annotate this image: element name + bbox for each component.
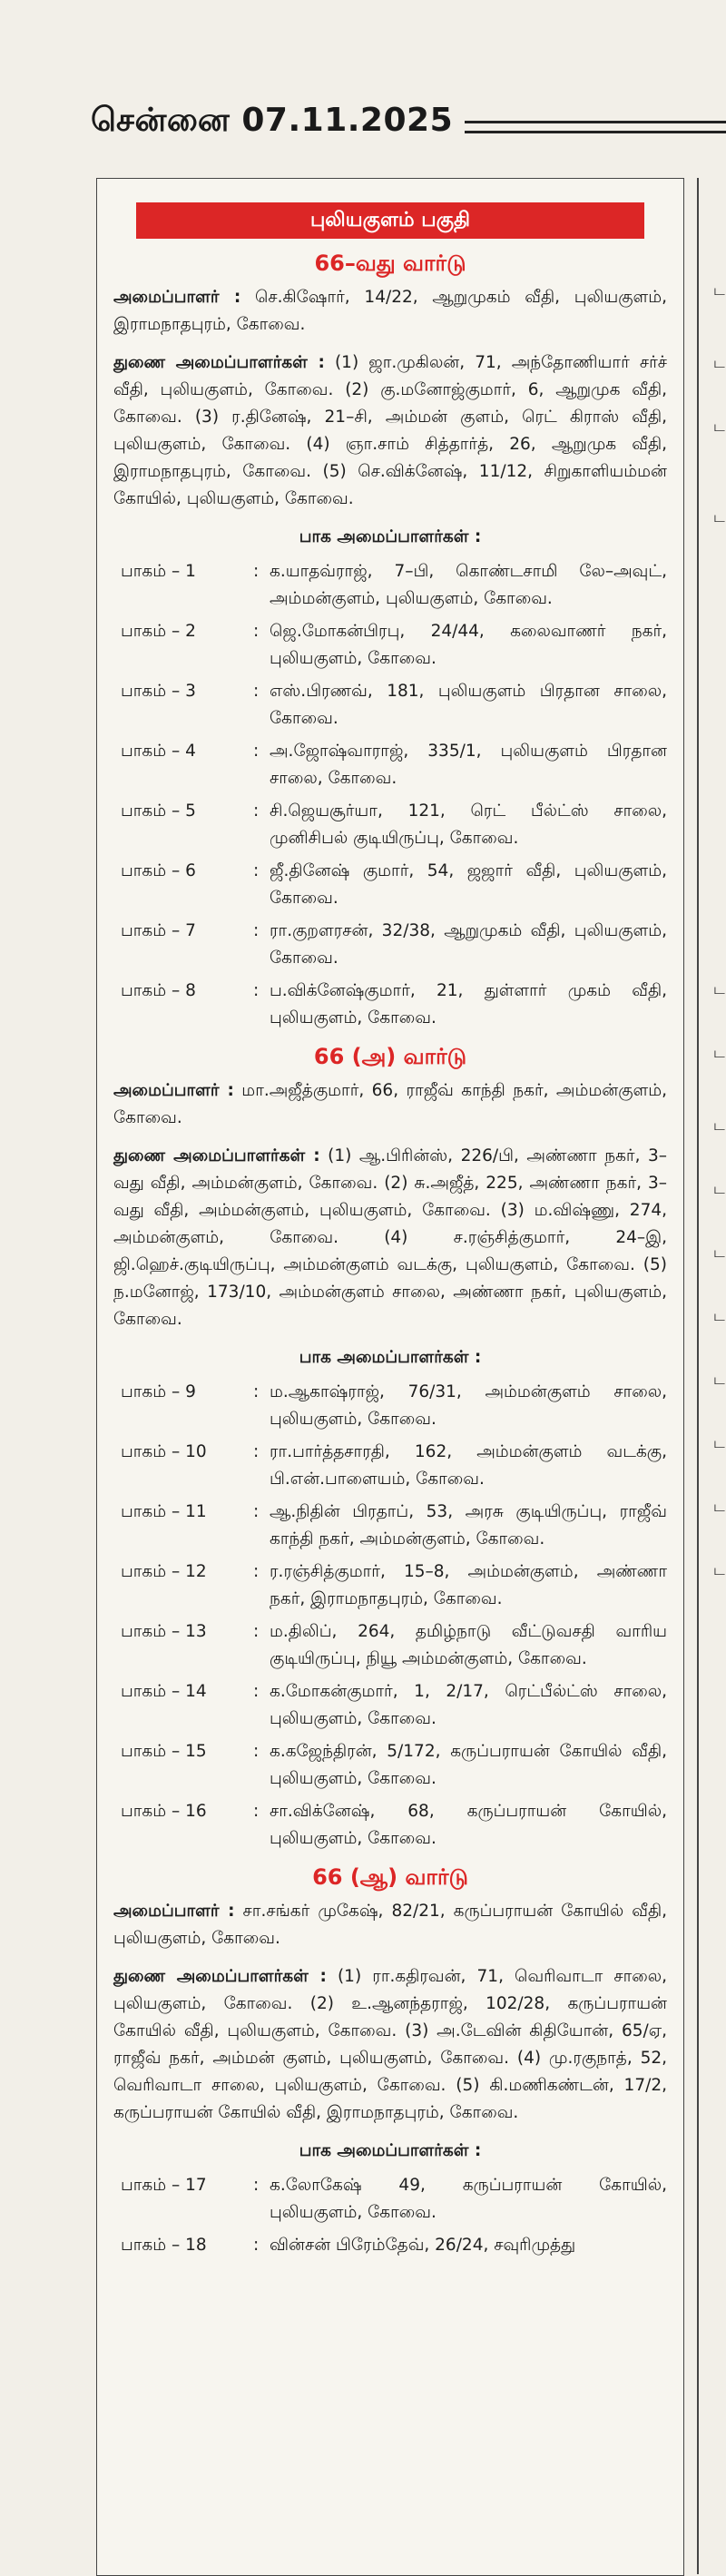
booth-text: க.யாதவ்ராஜ், 7–பி, கொண்டசாமி லே–அவுட், அம்மன்குளம், புலியகுளம், கோவை. <box>270 562 667 608</box>
ward-title: 66 (ஆ) வார்டு <box>312 1864 468 1890</box>
adjacent-column-fragment: ட <box>713 508 725 526</box>
booth-text: அ.ஜோஷ்வாராஜ், 335/1, புலியகுளம் பிரதான சாலை, கோவை. <box>270 742 667 788</box>
deputy-text: (1) ரா.கதிரவன், 71, வெரிவாடா சாலை, புலியகுளம், கோவை. (2) உ.ஆனந்தராஜ், 102/28, கருப்பராயன் கோயில் வீதி, புலியகுளம், கோவை. (3) அ.டேவின் கிதியோன், 65/ஏ, ராஜீவ் நகர், அம்மன் குளம், புலியகுளம், கோவை. (4) மு.ரகுநாத், 52, வெரிவாடா சாலை, புலியகுளம், கோவை. (5) கி.மணிகண்டன், 17/2, கருப்பராயன் கோயில் வீதி, இராமநாதபுரம், கோவை. <box>113 1967 667 2122</box>
booth-text: ஆ.நிதின் பிரதாப், 53, அரசு குடியிருப்பு, ராஜீவ் காந்தி நகர், அம்மன்குளம், கோவை. <box>270 1502 667 1549</box>
booth-colon: : <box>253 1622 260 1641</box>
booth-label: பாகம் – 15 <box>121 1742 207 1761</box>
booth-row <box>113 558 667 613</box>
article-panel <box>96 178 684 2576</box>
booth-text: ஜெ.மோகன்பிரபு, 24/44, கலைவாணர் நகர், புலியகுளம், கோவை. <box>270 622 667 668</box>
booth-colon: : <box>253 1382 260 1401</box>
ward-list <box>97 250 683 2259</box>
ward-title: 66 (அ) வார்டு <box>313 1044 467 1069</box>
booth-colon: : <box>253 622 260 641</box>
booth-label: பாகம் – 4 <box>121 742 196 761</box>
booth-heading: பாக அமைப்பாளர்கள் : <box>299 527 482 546</box>
organizer-entry <box>113 284 667 339</box>
booth-text: எஸ்.பிரணவ், 181, புலியகுளம் பிரதான சாலை, கோவை. <box>270 682 667 728</box>
page-title: சென்னை 07.11.2025 <box>91 102 454 139</box>
booth-label: பாகம் – 6 <box>121 861 196 880</box>
booth-colon: : <box>253 861 260 880</box>
header-rule <box>465 121 726 133</box>
booth-row <box>113 1738 667 1793</box>
booth-colon: : <box>253 742 260 761</box>
organizer-entry <box>113 1898 667 1952</box>
booth-text: ரா.பார்த்தசாரதி, 162, அம்மன்குளம் வடக்கு, பி.என்.பாளையம், கோவை. <box>270 1442 667 1489</box>
booth-text: ப.விக்னேஷ்குமார், 21, துள்ளார் முகம் வீதி, புலியகுளம், கோவை. <box>270 981 667 1027</box>
booth-label: பாகம் – 3 <box>121 682 196 701</box>
booth-row <box>113 1379 667 1433</box>
deputy-entry <box>113 1143 667 1333</box>
booth-colon: : <box>253 2236 260 2255</box>
organizer-entry <box>113 1077 667 1132</box>
booth-text: ம.ஆகாஷ்ராஜ், 76/31, அம்மன்குளம் சாலை, புலியகுளம், கோவை. <box>270 1382 667 1429</box>
booth-colon: : <box>253 1682 260 1701</box>
booth-label: பாகம் – 16 <box>121 1802 207 1821</box>
booth-text: சா.விக்னேஷ், 68, கருப்பராயன் கோயில், புலியகுளம், கோவை. <box>270 1802 667 1848</box>
booth-row <box>113 978 667 1032</box>
booth-label: பாகம் – 11 <box>121 1502 207 1521</box>
booth-row <box>113 2232 667 2259</box>
section-banner: புலியகுளம் பகுதி <box>136 202 644 239</box>
organizer-label: அமைப்பாளர் : <box>113 1081 234 1100</box>
booth-text: வின்சன் பிரேம்தேவ், 26/24, சவுரிமுத்து <box>270 2236 576 2255</box>
organizer-label: அமைப்பாளர் : <box>113 288 241 307</box>
booth-colon: : <box>253 562 260 581</box>
booth-label: பாகம் – 8 <box>121 981 196 1000</box>
booth-text: சி.ஜெயசூர்யா, 121, ரெட் பீல்ட்ஸ் சாலை, முனிசிபல் குடியிருப்பு, கோவை. <box>270 801 667 848</box>
booth-label: பாகம் – 17 <box>121 2176 207 2195</box>
adjacent-column-fragment: ட <box>713 1307 725 1324</box>
booth-text: ர.ரஞ்சித்குமார், 15–8, அம்மன்குளம், அண்ணா நகர், இராமநாதபுரம், கோவை. <box>270 1562 667 1608</box>
adjacent-column-fragment: ட <box>713 281 725 299</box>
booth-colon: : <box>253 921 260 940</box>
booth-row <box>113 798 667 852</box>
booth-colon: : <box>253 1562 260 1581</box>
booth-heading: பாக அமைப்பாளர்கள் : <box>299 2141 482 2160</box>
deputy-entry <box>113 1963 667 2127</box>
booth-text: க.லோகேஷ் 49, கருப்பராயன் கோயில், புலியகுளம், கோவை. <box>270 2176 667 2222</box>
booth-label: பாகம் – 9 <box>121 1382 196 1401</box>
booth-colon: : <box>253 981 260 1000</box>
adjacent-column-fragment: ட <box>713 1371 725 1388</box>
booth-text: க.மோகன்குமார், 1, 2/17, ரெட்பீல்ட்ஸ் சாலை, புலியகுளம், கோவை. <box>270 1682 667 1728</box>
deputy-label: துணை அமைப்பாளர்கள் : <box>113 353 325 372</box>
booth-text: க.கஜேந்திரன், 5/172, கருப்பராயன் கோயில் வீதி, புலியகுளம், கோவை. <box>270 1742 667 1788</box>
booth-text: ஜீ.தினேஷ் குமார், 54, ஜஜார் வீதி, புலியகுளம், கோவை. <box>270 861 667 908</box>
booth-label: பாகம் – 12 <box>121 1562 207 1581</box>
deputy-entry <box>113 349 667 513</box>
adjacent-column-fragment: ட <box>713 1180 725 1197</box>
booth-colon: : <box>253 1742 260 1761</box>
column-divider <box>697 178 699 2574</box>
booth-colon: : <box>253 801 260 821</box>
adjacent-column-fragment: ட <box>713 1561 725 1578</box>
adjacent-column-fragment: ட <box>713 354 725 371</box>
booth-colon: : <box>253 1442 260 1461</box>
booth-row <box>113 858 667 912</box>
booth-label: பாகம் – 13 <box>121 1622 207 1641</box>
ward-title: 66–வது வார்டு <box>314 251 466 276</box>
booth-colon: : <box>253 1802 260 1821</box>
deputy-label: துணை அமைப்பாளர்கள் : <box>113 1146 320 1165</box>
booth-label: பாகம் – 14 <box>121 1682 207 1701</box>
booth-row <box>113 738 667 792</box>
booth-row <box>113 1798 667 1853</box>
booth-row <box>113 918 667 972</box>
booth-row <box>113 1499 667 1553</box>
adjacent-column-fragment: ட <box>713 980 725 998</box>
booth-row <box>113 1618 667 1673</box>
adjacent-column-fragment: ட <box>713 1434 725 1451</box>
adjacent-column-fragment: ட <box>713 1044 725 1061</box>
organizer-label: அமைப்பாளர் : <box>113 1902 235 1921</box>
booth-label: பாகம் – 2 <box>121 622 196 641</box>
deputy-label: துணை அமைப்பாளர்கள் : <box>113 1967 327 1986</box>
booth-colon: : <box>253 2176 260 2195</box>
adjacent-column-fragment: ட <box>713 1244 725 1261</box>
booth-text: ரா.குறளரசன், 32/38, ஆறுமுகம் வீதி, புலியகுளம், கோவை. <box>270 921 667 968</box>
booth-row <box>113 1439 667 1493</box>
organizer-text: செ.கிஷோர், 14/22, ஆறுமுகம் வீதி, புலியகுளம், இராமநாதபுரம், கோவை. <box>113 288 667 334</box>
adjacent-column-fragment: ட <box>713 1116 725 1134</box>
adjacent-column-fragment: ட <box>713 1498 725 1515</box>
booth-label: பாகம் – 5 <box>121 801 196 821</box>
deputy-text: (1) ஜா.முகிலன், 71, அந்தோணியார் சர்ச் வீதி, புலியகுளம், கோவை. (2) கு.மனோஜ்குமார், 6, ஆறுமுக வீதி, கோவை. (3) ர.தினேஷ், 21–சி, அம்மன் குளம், ரெட் கிராஸ் வீதி, புலியகுளம், கோவை. (4) ஞா.சாம் சித்தார்த், 26, ஆறுமுக வீதி, இராமநாதபுரம், கோவை. (5) செ.விக்னேஷ், 11/12, சிறுகாளியம்மன் கோயில், புலியகுளம், கோவை. <box>113 353 667 508</box>
booth-row <box>113 2172 667 2227</box>
organizer-text: மா.அஜீத்குமார், 66, ராஜீவ் காந்தி நகர், அம்மன்குளம், கோவை. <box>113 1081 667 1127</box>
booth-label: பாகம் – 1 <box>121 562 196 581</box>
booth-heading: பாக அமைப்பாளர்கள் : <box>299 1348 482 1367</box>
booth-row <box>113 1678 667 1733</box>
booth-row <box>113 618 667 673</box>
booth-row <box>113 678 667 732</box>
organizer-text: சா.சங்கர் முகேஷ், 82/21, கருப்பராயன் கோயில் வீதி, புலியகுளம், கோவை. <box>113 1902 667 1948</box>
booth-label: பாகம் – 7 <box>121 921 196 940</box>
booth-label: பாகம் – 10 <box>121 1442 207 1461</box>
booth-row <box>113 1558 667 1613</box>
booth-label: பாகம் – 18 <box>121 2236 207 2255</box>
booth-text: ம.திலிப், 264, தமிழ்நாடு வீட்டுவசதி வாரிய குடியிருப்பு, நியூ அம்மன்குளம், கோவை. <box>270 1622 667 1668</box>
booth-colon: : <box>253 1502 260 1521</box>
deputy-text: (1) ஆ.பிரின்ஸ், 226/பி, அண்ணா நகர், 3–வது வீதி, அம்மன்குளம், கோவை. (2) சு.அஜீத், 225, அண்ணா நகர், 3–வது வீதி, அம்மன்குளம், புலியகுளம், கோவை. (3) ம.விஷ்ணு, 274, அம்மன்குளம், கோவை. (4) ச.ரஞ்சித்குமார், 24–இ, ஜி.ஹெச்.குடியிருப்பு, அம்மன்குளம் வடக்கு, புலியகுளம், கோவை. (5) ந.மனோஜ், 173/10, அம்மன்குளம் சாலை, அண்ணா நகர், புலியகுளம், கோவை. <box>113 1146 667 1329</box>
booth-colon: : <box>253 682 260 701</box>
adjacent-column-fragment: ட <box>713 418 725 435</box>
